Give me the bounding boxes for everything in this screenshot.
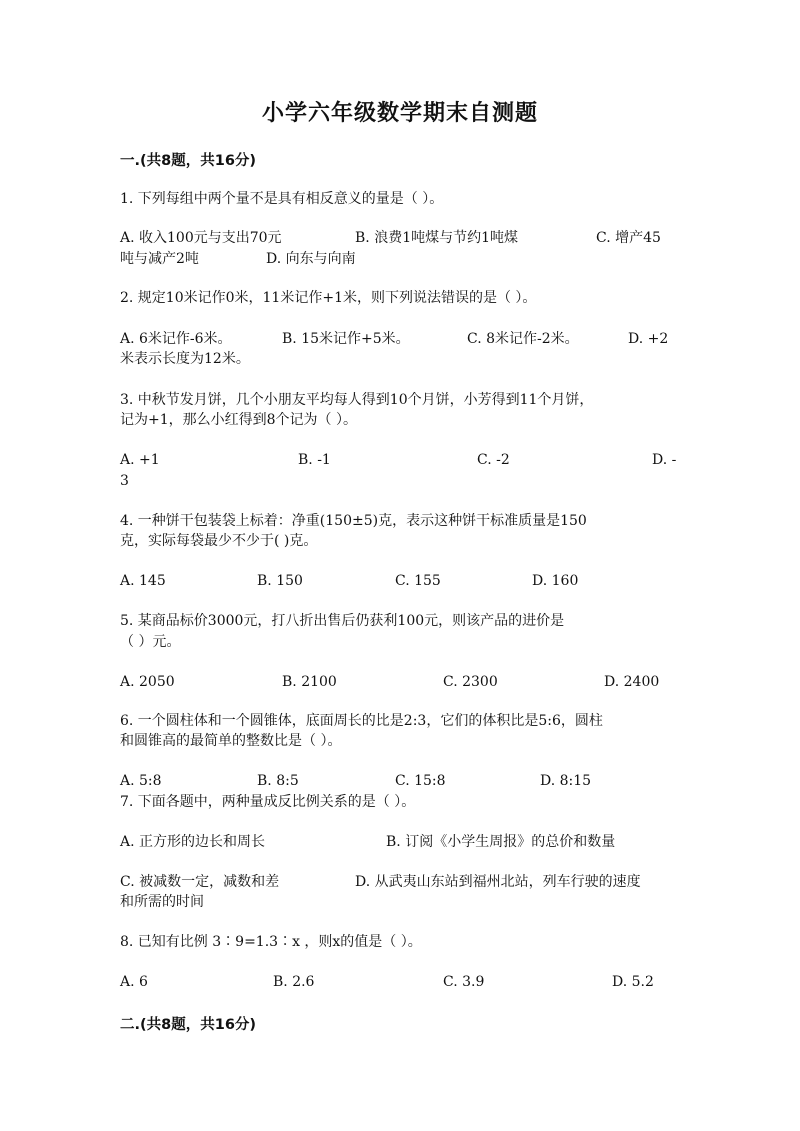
q2-option-d: D. +2 <box>628 331 669 347</box>
question-4-stem-line-2: 克，实际每袋最少不少于( )克。 <box>120 533 318 549</box>
q5-option-b: B. 2100 <box>282 674 337 690</box>
question-7-stem: 7. 下面各题中，两种量成反比例关系的是（ ）。 <box>120 794 416 810</box>
section-heading-1: 一.(共8题，共16分) <box>120 153 257 169</box>
q2-option-a: A. 6米记作-6米。 <box>120 331 232 347</box>
q3-option-d: D. - <box>652 452 677 468</box>
q1-option-c-cont: 吨与减产2吨 <box>120 251 199 267</box>
q3-option-a: A. +1 <box>120 452 160 468</box>
q4-option-b: B. 150 <box>257 573 303 589</box>
question-6-stem-line-2: 和圆锥高的最简单的整数比是（ ）。 <box>120 733 342 749</box>
question-3-stem-line-1: 3. 中秋节发月饼，几个小朋友平均每人得到10个月饼，小芳得到11个月饼， <box>120 392 594 408</box>
q5-option-c: C. 2300 <box>443 674 498 690</box>
q8-option-d: D. 5.2 <box>612 974 654 990</box>
q7-option-c: C. 被减数一定，减数和差 <box>120 874 280 890</box>
q7-option-d-cont: 和所需的时间 <box>120 894 204 910</box>
q1-option-b: B. 浪费1吨煤与节约1吨煤 <box>355 230 519 246</box>
q6-option-c: C. 15:8 <box>395 773 446 789</box>
section-heading-2: 二.(共8题，共16分) <box>120 1017 257 1033</box>
q8-option-a: A. 6 <box>120 974 148 990</box>
question-6-stem-line-1: 6. 一个圆柱体和一个圆锥体，底面周长的比是2:3，它们的体积比是5:6，圆柱 <box>120 713 603 729</box>
question-3-stem-line-2: 记为+1，那么小红得到8个记为（ ）。 <box>120 412 357 428</box>
q6-option-a: A. 5:8 <box>120 773 162 789</box>
q5-option-a: A. 2050 <box>120 674 175 690</box>
q3-option-b: B. -1 <box>298 452 331 468</box>
page-title: 小学六年级数学期末自测题 <box>261 101 538 126</box>
q1-option-c: C. 增产45 <box>596 230 661 246</box>
q4-option-c: C. 155 <box>395 573 441 589</box>
q6-option-d: D. 8:15 <box>540 773 592 789</box>
question-4-stem-line-1: 4. 一种饼干包装袋上标着：净重(150±5)克，表示这种饼干标准质量是150 <box>120 513 587 529</box>
question-5-stem-line-2: （ ）元。 <box>120 634 181 650</box>
q6-option-b: B. 8:5 <box>257 773 299 789</box>
q4-option-d: D. 160 <box>532 573 579 589</box>
q2-option-b: B. 15米记作+5米。 <box>282 331 410 347</box>
q4-option-a: A. 145 <box>120 573 166 589</box>
question-8-stem: 8. 已知有比例 3∶9=1.3∶x ，则x的值是（ ）。 <box>120 934 422 950</box>
q3-option-c: C. -2 <box>477 452 510 468</box>
q7-option-a: A. 正方形的边长和周长 <box>120 834 266 850</box>
q1-option-a: A. 收入100元与支出70元 <box>120 230 282 246</box>
question-2-stem: 2. 规定10米记作0米，11米记作+1米，则下列说法错误的是（ ）。 <box>120 290 537 306</box>
q5-option-d: D. 2400 <box>604 674 660 690</box>
q8-option-b: B. 2.6 <box>273 974 315 990</box>
q2-option-d-cont: 米表示长度为12米。 <box>120 351 250 367</box>
question-5-stem-line-1: 5. 某商品标价3000元，打八折出售后仍获利100元，则该产品的进价是 <box>120 613 565 629</box>
q3-option-d-cont: 3 <box>120 473 129 489</box>
q7-option-d: D. 从武夷山东站到福州北站，列车行驶的速度 <box>355 874 641 890</box>
q2-option-c: C. 8米记作-2米。 <box>467 331 579 347</box>
q7-option-b: B. 订阅《小学生周报》的总价和数量 <box>386 834 616 850</box>
question-1-stem: 1. 下列每组中两个量不是具有相反意义的量是（ ）。 <box>120 191 444 207</box>
q1-option-d: D. 向东与向南 <box>266 251 356 267</box>
q8-option-c: C. 3.9 <box>443 974 485 990</box>
